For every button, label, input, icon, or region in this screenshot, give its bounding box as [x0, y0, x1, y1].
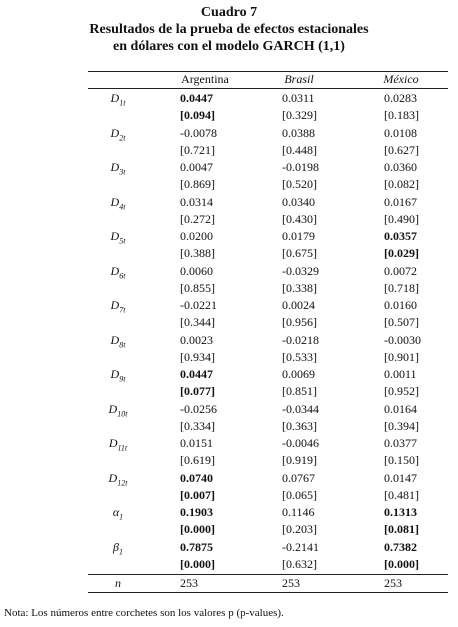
estimate-mexico: 0.0160 [384, 298, 417, 312]
estimate-mexico: 0.0360 [384, 160, 417, 174]
estimate-argentina: -0.0221 [180, 298, 217, 312]
estimate-brasil: 0.0069 [282, 367, 315, 381]
n-value-argentina: 253 [180, 576, 198, 590]
col-header-mexico: México [383, 72, 419, 86]
row-label-subscript: 1t [119, 98, 126, 108]
model-name: GARCH [262, 39, 315, 54]
estimate-brasil: 0.0340 [282, 194, 315, 209]
n-value-mexico: 253 [384, 576, 402, 590]
pvalue-mexico: [0.183] [384, 108, 419, 122]
row-label-symbol: D [110, 160, 120, 174]
header-rule [88, 88, 448, 89]
row-label-symbol: D [110, 332, 120, 347]
row-label [88, 436, 148, 452]
pvalue-argentina: [0.934] [180, 349, 215, 364]
estimate-mexico: 0.0072 [384, 263, 417, 278]
estimate-mexico: 0.0164 [384, 401, 417, 416]
row-label-symbol: α [112, 505, 120, 519]
estimate-argentina: 0.7875 [180, 539, 213, 554]
pvalue-brasil: [0.520] [282, 177, 317, 191]
estimate-brasil: -0.0046 [282, 436, 319, 450]
pvalue-mexico: [0.718] [384, 280, 419, 295]
row-label-subscript: 12t [117, 477, 128, 487]
row-label-symbol: D [110, 263, 120, 278]
estimate-argentina: 0.0060 [180, 263, 213, 278]
estimate-argentina: 0.0447 [180, 367, 213, 381]
estimate-mexico: 0.0011 [384, 367, 417, 381]
pvalue-argentina: [0.077] [180, 384, 215, 398]
pvalue-argentina: [0.000] [180, 522, 215, 536]
estimate-argentina: -0.0078 [180, 125, 217, 140]
n-value-brasil: 253 [282, 576, 300, 590]
pvalue-brasil: [0.363] [282, 418, 317, 433]
pvalue-mexico: [0.029] [384, 246, 419, 260]
row-label [88, 126, 148, 142]
row-label-subscript: 8t [119, 339, 126, 349]
row-label [88, 91, 148, 107]
estimate-brasil: -0.0198 [282, 160, 319, 174]
pvalue-brasil: [0.675] [282, 246, 317, 260]
estimate-brasil: -0.0344 [282, 401, 319, 416]
pvalue-brasil: [0.851] [282, 384, 317, 398]
row-label-subscript: 1 [118, 546, 123, 556]
row-label-subscript: 2t [119, 132, 126, 142]
pvalue-mexico: [0.901] [384, 349, 419, 364]
estimate-mexico: 0.0108 [384, 125, 417, 140]
row-label-subscript: 10t [117, 408, 128, 418]
pvalue-mexico: [0.627] [384, 142, 419, 157]
pvalue-argentina: [0.007] [180, 487, 215, 502]
estimate-argentina: 0.0151 [180, 436, 213, 450]
row-label-symbol: D [110, 91, 120, 105]
row-label-subscript: 5t [119, 236, 126, 246]
col-header-brasil: Brasil [284, 72, 314, 86]
row-label [88, 367, 148, 383]
pvalue-argentina: [0.869] [180, 177, 215, 191]
row-label-symbol: D [108, 470, 118, 485]
row-label-symbol: D [110, 194, 120, 209]
row-label [88, 333, 148, 349]
estimate-mexico: 0.0377 [384, 436, 417, 450]
pvalue-argentina: [0.272] [180, 211, 215, 226]
row-label [88, 471, 148, 487]
pvalue-brasil: [0.430] [282, 211, 317, 226]
estimate-brasil: -0.0329 [282, 263, 319, 278]
pvalue-argentina: [0.388] [180, 246, 215, 260]
estimate-mexico: -0.0030 [384, 332, 421, 347]
estimate-mexico: 0.1313 [384, 505, 417, 519]
row-label-symbol: D [108, 436, 118, 450]
estimate-argentina: 0.0740 [180, 470, 213, 485]
estimate-brasil: 0.0767 [282, 470, 315, 485]
estimate-argentina: 0.0200 [180, 229, 213, 243]
estimate-brasil: 0.0311 [282, 91, 315, 105]
estimate-brasil: 0.0179 [282, 229, 315, 243]
row-label-subscript: 4t [119, 201, 126, 211]
row-label [88, 264, 148, 280]
row-label-subscript: 6t [119, 270, 126, 280]
pvalue-brasil: [0.956] [282, 315, 317, 329]
subtitle-text: en dólares con el modelo [113, 39, 263, 54]
pvalue-mexico: [0.490] [384, 211, 419, 226]
row-label-subscript: 1 [119, 512, 124, 522]
pvalue-argentina: [0.721] [180, 142, 215, 157]
estimate-mexico: 0.0357 [384, 229, 417, 243]
pvalue-brasil: [0.065] [282, 487, 317, 502]
row-label-symbol: D [110, 125, 120, 140]
row-label [88, 229, 148, 245]
row-label-subscript: 7t [119, 305, 126, 315]
table-title: Resultados de la prueba de efectos estacionales [89, 22, 369, 37]
estimate-brasil: 0.0388 [282, 125, 315, 140]
pvalue-argentina: [0.855] [180, 280, 215, 295]
pvalue-argentina: [0.344] [180, 315, 215, 329]
pvalue-mexico: [0.082] [384, 177, 419, 191]
estimate-argentina: 0.0047 [180, 160, 213, 174]
estimate-argentina: 0.0447 [180, 91, 213, 105]
pvalue-brasil: [0.448] [282, 142, 317, 157]
pvalue-mexico: [0.150] [384, 453, 419, 467]
col-header-argentina: Argentina [181, 72, 229, 86]
footnote: Nota: Los números entre corchetes son los valores p (p-values). [4, 607, 284, 619]
pvalue-argentina: [0.000] [180, 556, 215, 571]
estimate-argentina: 0.0314 [180, 194, 213, 209]
estimate-mexico: 0.7382 [384, 539, 417, 554]
row-label [88, 505, 148, 521]
pvalue-mexico: [0.481] [384, 487, 419, 502]
estimate-brasil: -0.0218 [282, 332, 319, 347]
pvalue-mexico: [0.507] [384, 315, 419, 329]
row-label-symbol: D [110, 298, 120, 312]
pvalue-brasil: [0.329] [282, 108, 317, 122]
row-label [88, 160, 148, 176]
pvalue-mexico: [0.081] [384, 522, 419, 536]
row-label [88, 540, 148, 556]
row-label-subscript: 9t [119, 374, 126, 384]
n-rule [88, 574, 448, 575]
estimate-argentina: 0.1903 [180, 505, 213, 519]
estimate-argentina: 0.0023 [180, 332, 213, 347]
estimate-brasil: 0.0024 [282, 298, 315, 312]
table-subtitle [0, 38, 458, 55]
pvalue-brasil: [0.919] [282, 453, 317, 467]
row-label [88, 402, 148, 418]
row-label-symbol: β [113, 539, 119, 554]
table-number: Cuadro 7 [200, 5, 258, 20]
bottom-rule [88, 592, 448, 593]
pvalue-mexico: [0.000] [384, 556, 419, 571]
row-label [88, 195, 148, 211]
estimate-brasil: -0.2141 [282, 539, 319, 554]
pvalue-brasil: [0.203] [282, 522, 317, 536]
estimate-argentina: -0.0256 [180, 401, 217, 416]
row-label-subscript: 11t [117, 443, 128, 453]
estimate-mexico: 0.0167 [384, 194, 417, 209]
pvalue-brasil: [0.533] [282, 349, 317, 364]
row-label-symbol: D [110, 229, 120, 243]
row-label [88, 298, 148, 314]
pvalue-brasil: [0.338] [282, 280, 317, 295]
estimate-mexico: 0.0283 [384, 91, 417, 105]
pvalue-argentina: [0.334] [180, 418, 215, 433]
estimate-mexico: 0.0147 [384, 470, 417, 485]
pvalue-brasil: [0.632] [282, 556, 317, 571]
pvalue-argentina: [0.094] [180, 108, 215, 122]
pvalue-mexico: [0.394] [384, 418, 419, 433]
estimate-brasil: 0.1146 [282, 505, 315, 519]
pvalue-argentina: [0.619] [180, 453, 215, 467]
row-label-subscript: 3t [119, 167, 126, 177]
model-order: (1,1) [314, 39, 345, 54]
pvalue-mexico: [0.952] [384, 384, 419, 398]
row-label-symbol: D [108, 401, 118, 416]
row-label-symbol: D [110, 367, 120, 381]
n-label: n [115, 576, 121, 590]
